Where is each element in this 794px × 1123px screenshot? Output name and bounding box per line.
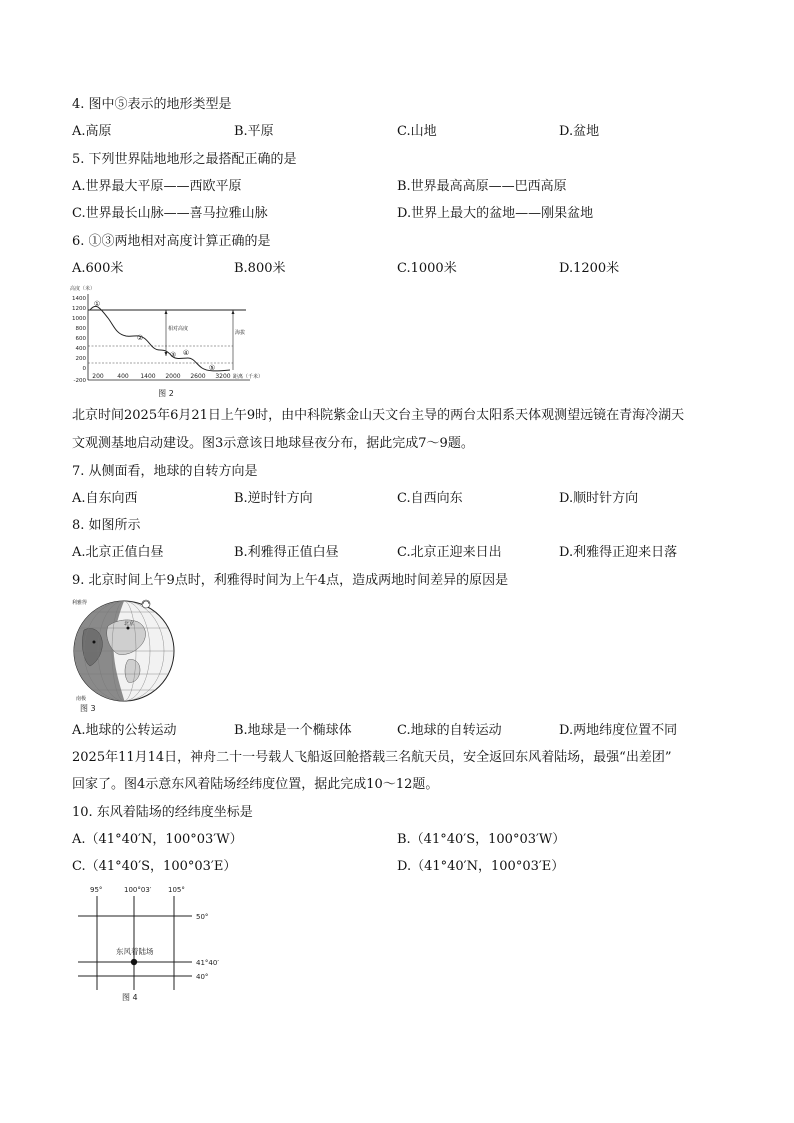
q6-option-a[interactable]: A.600米 [72,261,124,276]
q7-option-c[interactable]: C.自西向东 [397,491,463,506]
fig2-point-3: ③ [169,351,177,359]
fig2-x-tick: 3200 [215,373,231,380]
figure-3-globe [68,596,180,714]
q7-stem: 7. 从侧面看，地球的自转方向是 [72,464,258,479]
q4-option-c[interactable]: C.山地 [397,124,437,139]
q9-stem: 9. 北京时间上午9点时，利雅得时间为上午4点，造成两地时间差异的原因是 [72,573,509,588]
fig4-lon-100-03: 100°03′ [124,886,152,894]
q8-option-a[interactable]: A.北京正值白昼 [72,545,164,560]
fig2-y-tick: 600 [75,336,86,342]
q7-option-a[interactable]: A.自东向西 [72,491,138,506]
fig2-point-1: ① [93,300,101,308]
q4-option-d[interactable]: D.盆地 [559,124,600,139]
passage-1-line-1: 北京时间2025年6月21日上午9时，由中科院紫金山天文台主导的两台太阳系天体观测望远镜在青海冷湖天 [72,408,685,423]
fig3-south-label: 南极 [76,696,87,702]
fig2-x-tick: 2000 [165,373,181,380]
q9-option-b[interactable]: B.地球是一个椭球体 [234,723,352,738]
figure-4-coordinate-grid [70,882,230,1006]
fig2-y-title: 高度（米） [70,286,96,292]
fig3-riyadh-label: 利雅得 [72,600,88,606]
q6-option-d[interactable]: D.1200米 [559,261,620,276]
fig4-lon-105: 105° [168,886,185,894]
fig2-x-tick: 400 [117,373,129,380]
q5-option-a[interactable]: A.世界最大平原——西欧平原 [72,179,242,194]
fig2-x-tick: 2600 [190,373,206,380]
passage-2-line-2: 回家了。图4示意东风着陆场经纬度位置，据此完成10～12题。 [72,777,439,792]
fig4-lat-41-40: 41°40′ [196,959,219,967]
passage-1-line-2: 文观测基地启动建设。图3示意该日地球昼夜分布，据此完成7～9题。 [72,436,474,451]
q6-stem: 6. ①③两地相对高度计算正确的是 [72,234,271,249]
q10-option-c[interactable]: C.（41°40′S，100°03′E） [72,859,237,874]
figure-2-terrain-profile [68,284,268,402]
fig4-caption: 图 4 [122,993,138,1002]
q8-option-c[interactable]: C.北京正迎来日出 [397,545,502,560]
fig2-y-tick: 0 [82,366,86,372]
fig2-point-4: ④ [182,349,190,357]
q6-option-c[interactable]: C.1000米 [397,261,457,276]
fig2-y-tick: 1200 [72,306,86,312]
q4-stem: 4. 图中⑤表示的地形类型是 [72,97,232,112]
fig2-y-tick: 1400 [72,296,86,302]
q9-option-a[interactable]: A.地球的公转运动 [72,723,177,738]
fig2-x-title: 距离（千米） [233,374,264,380]
q5-option-c[interactable]: C.世界最长山脉——喜马拉雅山脉 [72,206,268,221]
q5-option-b[interactable]: B.世界最高高原——巴西高原 [397,179,567,194]
fig4-site-label: 东风着陆场 [116,947,154,956]
q8-option-d[interactable]: D.利雅得正迎来日落 [559,545,678,560]
q10-option-d[interactable]: D.（41°40′N，100°03′E） [397,859,565,874]
fig2-relative-height-label: 相对高度 [168,326,189,332]
q9-option-d[interactable]: D.两地纬度位置不同 [559,723,678,738]
fig2-y-tick: 1000 [72,316,86,322]
q4-option-b[interactable]: B.平原 [234,124,274,139]
fig2-point-2: ② [136,334,144,342]
fig3-caption: 图 3 [80,704,96,713]
fig4-lon-95: 95° [90,886,103,894]
fig2-x-tick: 1400 [140,373,156,380]
fig4-lat-40: 40° [196,973,209,981]
q10-option-a[interactable]: A.（41°40′N，100°03′W） [72,832,243,847]
fig2-y-tick: 200 [75,356,86,362]
q8-stem: 8. 如图所示 [72,518,141,533]
fig2-y-tick: 400 [75,346,86,352]
fig2-caption: 图 2 [158,389,174,398]
fig4-lat-50: 50° [196,913,209,921]
fig2-y-tick: 800 [75,326,86,332]
q7-option-d[interactable]: D.顺时针方向 [559,491,639,506]
fig2-altitude-label: 海拔 [235,330,246,336]
q5-option-d[interactable]: D.世界上最大的盆地——刚果盆地 [397,206,594,221]
q9-option-c[interactable]: C.地球的自转运动 [397,723,502,738]
fig2-y-tick: -200 [73,378,86,384]
fig2-x-tick: 200 [92,373,104,380]
q10-stem: 10. 东风着陆场的经纬度坐标是 [72,805,253,820]
fig3-beijing-label: 北京 [124,621,135,627]
q7-option-b[interactable]: B.逆时针方向 [234,491,313,506]
passage-2-line-1: 2025年11月14日，神舟二十一号载人飞船返回舱搭载三名航天员，安全返回东风着陆场，最强“出差团” [72,750,672,765]
q4-option-a[interactable]: A.高原 [72,124,112,139]
q8-option-b[interactable]: B.利雅得正值白昼 [234,545,339,560]
q5-stem: 5. 下列世界陆地地形之最搭配正确的是 [72,152,297,167]
q6-option-b[interactable]: B.800米 [234,261,286,276]
fig2-point-5: ⑤ [208,364,216,372]
q10-option-b[interactable]: B.（41°40′S，100°03′W） [397,832,566,847]
